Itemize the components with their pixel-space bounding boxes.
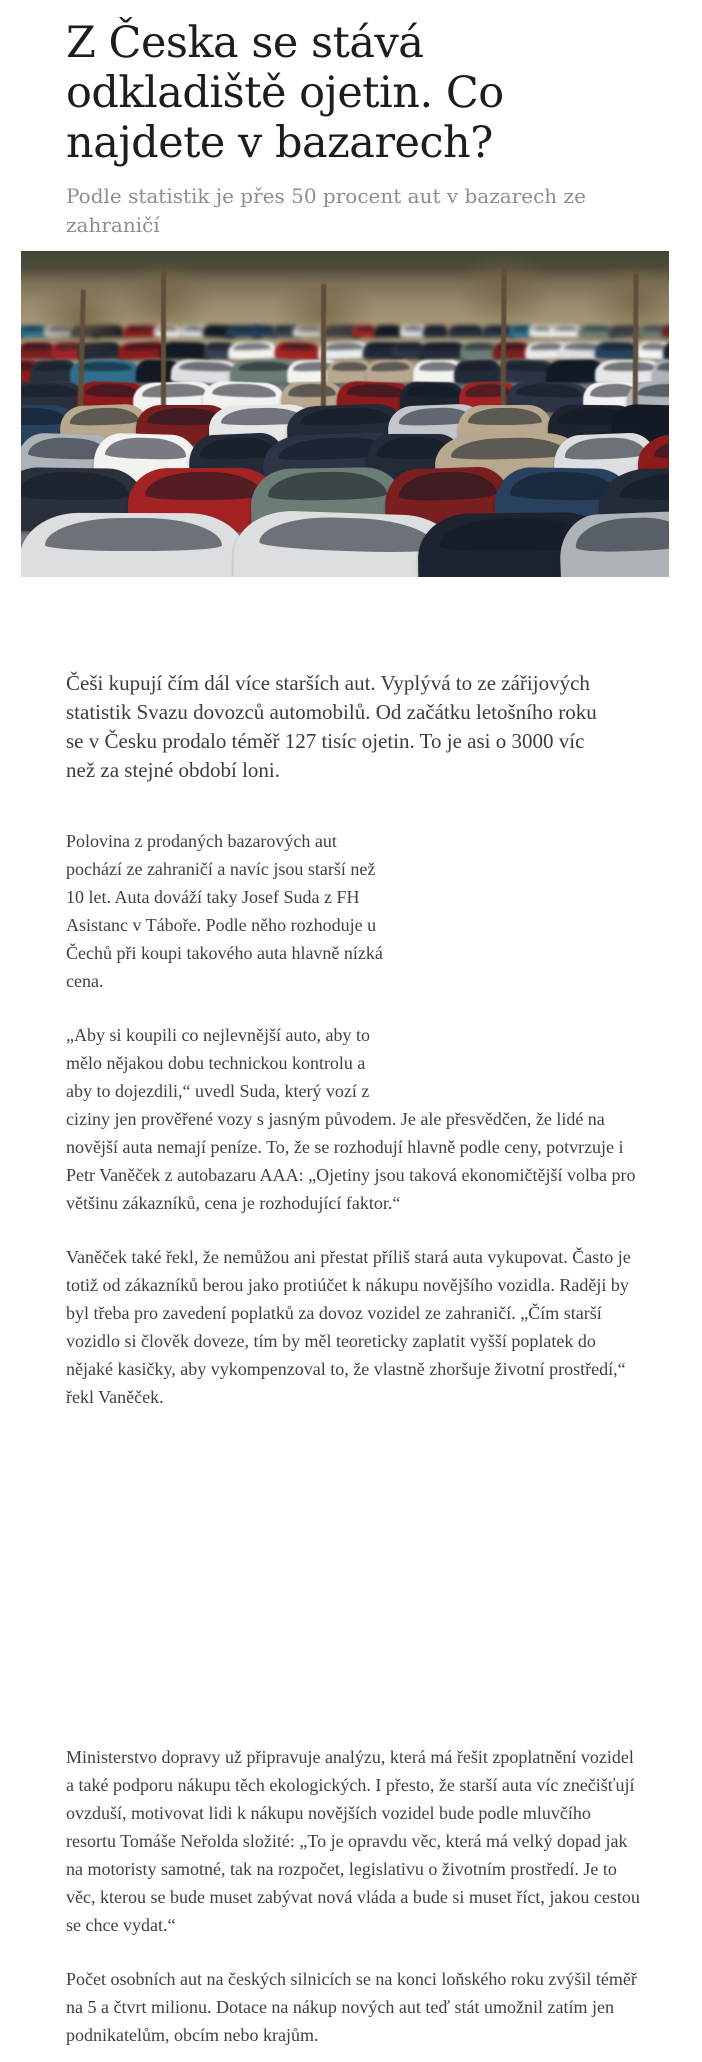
photo-car <box>227 341 276 360</box>
photo-car-window <box>637 384 669 398</box>
article-paragraph-2: „Aby si koupili co nejlevnější auto, aby to mělo nějakou dobu technickou kontrolu a aby to dojezdili,“ uvedl Suda, který vozí z ciziny jen prověřené vozy s jasným původem. Je ale přesvědčen, že lidé na novější auta nemají peníze. To, že se rozhodují hlavně podle ceny, potvrzuje i Petr Vaněček z autobazaru AAA: „Ojetiny jsou taková ekonomičtější volba pro většinu zákazníků, cena je rozhodující faktor.“ <box>66 1025 636 1213</box>
photo-car-window <box>267 471 387 500</box>
photo-car-window <box>69 407 139 427</box>
photo-car-window <box>600 342 635 350</box>
photo-car-window <box>237 362 291 372</box>
article-photo <box>21 251 669 577</box>
article-paragraph-3: Vaněček také řekl, že nemůžou ani přestat příliš stará auta vykupovat. Často je totiž od zákazníků berou jako protiúčet k nákupu novějšího vozidla. Raději by byl třeba pro zavedení poplatků za dovoz vozidel ze zahraničí. „Čím starší vozidlo si člověk doveze, tím by měl teoreticky zaplatit vyšší poplatek do nějaké kasičky, aby vykompenzoval to, že vlastně zhoršuje životní prostředí,“ řekl Vaněček. <box>66 1247 631 1407</box>
article-paragraph-4: Ministerstvo dopravy už připravuje analýzu, která má řešit zpoplatnění vozidel a také podporu nákupu těch ekologických. I přesto, že starší auta víc znečišťují ovzduší, motivovat lidi k nákupu novějších vozidel bude podle mluvčího resortu Tomáše Neřolda složité: „To je opravdu věc, která má velký dopad jak na motoristy samotné, tak na rozpočet, legislativu o životním prostředí. Je to věc, kterou se bude muset zabývat nová vláda a bude si muset říct, jakou cestou se chce vydat.“ <box>66 1747 640 1935</box>
photo-car-window <box>258 516 436 555</box>
photo-car-window <box>620 471 669 500</box>
photo-car <box>366 359 416 384</box>
photo-car-window <box>582 326 611 332</box>
photo-car-window <box>403 326 423 332</box>
photo-car-window <box>22 343 52 350</box>
photo-car-window <box>486 326 511 332</box>
photo-car-window <box>296 326 322 331</box>
photo-car-window <box>657 362 669 372</box>
photo-parked-cars <box>21 251 669 577</box>
article-page <box>66 0 640 2049</box>
photo-car-window <box>288 384 336 397</box>
photo-car-window <box>144 472 262 500</box>
photo-car-window <box>531 326 551 332</box>
photo-car-window <box>451 326 479 332</box>
photo-car-window <box>78 362 132 372</box>
photo-car-window <box>21 326 45 331</box>
photo-car-window <box>665 325 669 331</box>
photo-car-window <box>96 326 121 331</box>
photo-car-window <box>622 407 669 426</box>
photo-car <box>275 341 320 359</box>
photo-car-window <box>377 326 399 332</box>
photo-car <box>292 325 325 338</box>
photo-car-window <box>497 343 526 351</box>
photo-car-window <box>613 325 638 331</box>
photo-car <box>78 341 122 359</box>
photo-car-window <box>667 342 669 350</box>
photo-car-window <box>280 342 315 350</box>
photo-car-window <box>575 517 669 554</box>
photo-car <box>92 325 124 338</box>
photo-car-window <box>21 384 78 397</box>
photo-car <box>662 324 669 337</box>
photo-car-window <box>85 383 141 398</box>
photo-car-window <box>418 362 458 372</box>
photo-car <box>352 325 376 338</box>
photo-car-window <box>603 362 657 372</box>
photo-car-window <box>142 383 207 398</box>
photo-car <box>447 325 483 338</box>
article-paragraph-1: Polovina z prodaných bazarových aut pochází ze zahraničí a navíc jsou starší než 10 let. Auta dováží taky Josef Suda z FH Asistanc v Táboře. Podle něho rozhoduje u Čechů při koupi takového auta hlavně nízká cena. <box>66 831 383 991</box>
photo-car-window <box>458 361 495 372</box>
photo-car-window <box>82 342 116 350</box>
photo-car-window <box>254 326 273 331</box>
photo-car <box>154 325 182 338</box>
article-subtitle: Podle statistik je přes 50 procent aut v bazarech ze zahraničí <box>66 184 586 237</box>
photo-car-window <box>505 361 552 373</box>
photo-car-window <box>345 383 406 398</box>
photo-car-window <box>179 361 234 373</box>
photo-car-window <box>183 326 205 332</box>
article-paragraph-5: Počet osobních aut na českých silnicích se na konci loňského roku zvýšil téměř na 5 a čtvrt milionu. Dotace na nákup nových aut teď stát umožnil zatím jen podnikatelům, obcím nebo krajům. <box>66 1969 637 2045</box>
photo-car <box>70 360 140 383</box>
photo-car-window <box>564 436 645 461</box>
photo-car-window <box>45 519 222 552</box>
photo-car-window <box>157 326 178 332</box>
photo-car-window <box>21 471 129 500</box>
photo-car-window <box>396 343 422 351</box>
photo-car-window <box>332 362 368 372</box>
article-lede: Češi kupují čím dál více starších aut. Vyplývá to ze zářijových statistik Svazu dovozců automobilů. Od začátku letošního roku se v Česku prodalo téměř 127 tisíc ojetin. To je asi o 3000 víc než za stejné období loni. <box>66 671 597 782</box>
photo-car-window <box>516 383 582 398</box>
unloaded-embed-placeholder <box>392 827 640 1105</box>
photo-car-window <box>408 384 459 398</box>
article-title: Z Česka se stává odkladiště ojetin. Co najdete v bazarech? <box>66 18 504 168</box>
photo-car-window <box>371 361 410 372</box>
photo-car-window <box>126 326 154 332</box>
photo-car <box>453 359 501 383</box>
photo-car-window <box>35 361 72 372</box>
photo-car-window <box>124 342 164 351</box>
photo-car-window <box>106 436 188 460</box>
photo-car <box>122 325 158 338</box>
photo-car-window <box>233 342 271 351</box>
photo-car <box>609 324 642 338</box>
photo-car-window <box>465 384 511 398</box>
photo-car-window <box>398 471 497 502</box>
photo-car-window <box>464 343 495 351</box>
photo-car-window <box>426 326 446 332</box>
photo-car-window <box>424 343 461 351</box>
photo-car-window <box>355 326 374 331</box>
photo-car <box>374 325 402 338</box>
photo-car <box>423 325 449 338</box>
photo-car-window <box>212 383 276 398</box>
photo-car <box>21 513 247 577</box>
photo-car-window <box>468 408 542 426</box>
unloaded-embed-gap <box>66 1437 640 1717</box>
photo-car <box>651 360 669 383</box>
photo-car-window <box>299 406 392 426</box>
photo-car-window <box>653 437 669 460</box>
photo-car-window <box>166 342 205 350</box>
photo-car-window <box>512 326 531 332</box>
photo-car-window <box>326 326 356 331</box>
photo-car-window <box>552 361 598 372</box>
photo-car <box>595 341 640 359</box>
photo-car-window <box>554 326 578 331</box>
photo-car <box>160 341 210 359</box>
photo-car <box>550 325 581 338</box>
photo-car-window <box>451 436 567 460</box>
photo-car-window <box>324 342 365 351</box>
